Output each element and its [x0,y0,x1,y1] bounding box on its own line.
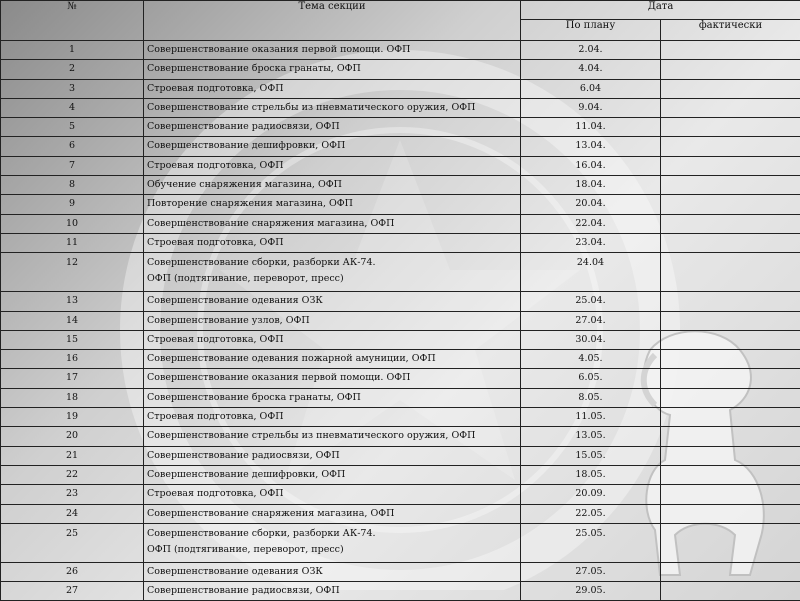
row-plan-date: 2.04. [521,41,661,60]
row-topic [144,253,521,292]
row-number: 13 [1,292,144,311]
row-plan-date: 22.04. [521,214,661,233]
row-plan-date: 25.04. [521,292,661,311]
row-topic: Совершенствование броска гранаты, ОФП [144,388,521,407]
row-actual-date [661,330,800,349]
table-row [1,118,800,137]
row-topic: Строевая подготовка, ОФП [144,233,521,252]
row-number: 12 [1,253,144,292]
row-actual-date [661,98,800,117]
header-number: № [1,1,144,41]
row-topic: Совершенствование броска гранаты, ОФП [144,60,521,79]
row-plan-date: 11.04. [521,118,661,137]
row-topic: Совершенствование снаряжения магазина, ОФП [144,504,521,523]
row-number: 4 [1,98,144,117]
row-plan-date: 16.04. [521,156,661,175]
row-actual-date [661,41,800,60]
row-plan-date: 8.05. [521,388,661,407]
table-row [1,156,800,175]
row-plan-date: 27.05. [521,562,661,581]
table-row [1,214,800,233]
table-row [1,330,800,349]
row-actual-date [661,350,800,369]
header-actual: фактически [661,20,800,41]
header-topic: Тема секции [144,1,521,41]
table-row [1,253,800,292]
row-number: 14 [1,311,144,330]
row-topic-line: Совершенствование сборки, разборки АК-74. [147,526,517,542]
row-topic: Строевая подготовка, ОФП [144,330,521,349]
row-plan-date: 23.04. [521,233,661,252]
row-actual-date [661,60,800,79]
row-plan-date: 20.09. [521,485,661,504]
row-number: 20 [1,427,144,446]
row-plan-date: 13.04. [521,137,661,156]
row-plan-date: 6.04 [521,79,661,98]
row-number: 27 [1,582,144,601]
table-row [1,485,800,504]
row-actual-date [661,118,800,137]
row-number: 15 [1,330,144,349]
table-row [1,137,800,156]
row-topic: Строевая подготовка, ОФП [144,79,521,98]
row-topic: Совершенствование оказания первой помощи. ОФП [144,369,521,388]
row-number: 21 [1,446,144,465]
row-actual-date [661,485,800,504]
row-topic: Совершенствование радиосвязи, ОФП [144,118,521,137]
row-actual-date [661,253,800,292]
table-row [1,98,800,117]
row-actual-date [661,582,800,601]
row-number: 18 [1,388,144,407]
row-number: 6 [1,137,144,156]
table-row [1,60,800,79]
row-actual-date [661,311,800,330]
row-actual-date [661,292,800,311]
row-topic: Строевая подготовка, ОФП [144,408,521,427]
table-row [1,562,800,581]
row-plan-date: 13.05. [521,427,661,446]
row-plan-date: 4.05. [521,350,661,369]
table-row [1,408,800,427]
table-row [1,446,800,465]
row-plan-date: 4.04. [521,60,661,79]
row-topic: Совершенствование дешифровки, ОФП [144,137,521,156]
row-plan-date: 22.05. [521,504,661,523]
row-number: 19 [1,408,144,427]
row-number: 9 [1,195,144,214]
row-number: 3 [1,79,144,98]
row-topic: Совершенствование радиосвязи, ОФП [144,582,521,601]
row-plan-date: 29.05. [521,582,661,601]
row-topic: Совершенствование радиосвязи, ОФП [144,446,521,465]
row-number: 17 [1,369,144,388]
row-plan-date: 18.04. [521,176,661,195]
row-actual-date [661,369,800,388]
table-row [1,388,800,407]
row-plan-date: 11.05. [521,408,661,427]
table-row [1,523,800,562]
row-topic-line: Совершенствование сборки, разборки АК-74. [147,255,517,271]
row-number: 25 [1,523,144,562]
table-row [1,292,800,311]
row-actual-date [661,214,800,233]
row-number: 2 [1,60,144,79]
row-actual-date [661,233,800,252]
row-actual-date [661,195,800,214]
table-row [1,350,800,369]
row-plan-date: 30.04. [521,330,661,349]
table-row [1,41,800,60]
row-plan-date: 25.05. [521,523,661,562]
row-number: 5 [1,118,144,137]
row-number: 7 [1,156,144,175]
header-plan: По плану [521,20,661,41]
row-topic: Обучение снаряжения магазина, ОФП [144,176,521,195]
row-plan-date: 27.04. [521,311,661,330]
row-topic: Совершенствование узлов, ОФП [144,311,521,330]
row-topic: Строевая подготовка, ОФП [144,485,521,504]
row-plan-date: 20.04. [521,195,661,214]
table-row [1,504,800,523]
row-number: 11 [1,233,144,252]
row-number: 23 [1,485,144,504]
row-plan-date: 24.04 [521,253,661,292]
row-actual-date [661,408,800,427]
row-actual-date [661,523,800,562]
header-date: Дата [521,1,800,20]
table-row [1,195,800,214]
row-actual-date [661,562,800,581]
table-row [1,369,800,388]
row-plan-date: 18.05. [521,465,661,484]
row-actual-date [661,504,800,523]
row-number: 8 [1,176,144,195]
table-row [1,465,800,484]
table-row [1,176,800,195]
table-row [1,233,800,252]
row-number: 1 [1,41,144,60]
row-topic-line: ОФП (подтягивание, переворот, пресс) [147,271,517,287]
table-row [1,79,800,98]
row-actual-date [661,79,800,98]
row-topic [144,523,521,562]
row-topic: Совершенствование стрельбы из пневматического оружия, ОФП [144,427,521,446]
row-actual-date [661,465,800,484]
row-actual-date [661,176,800,195]
row-number: 16 [1,350,144,369]
row-actual-date [661,446,800,465]
row-topic: Совершенствование одевания ОЗК [144,562,521,581]
row-actual-date [661,388,800,407]
row-number: 26 [1,562,144,581]
row-topic: Совершенствование оказания первой помощи. ОФП [144,41,521,60]
row-plan-date: 15.05. [521,446,661,465]
row-actual-date [661,137,800,156]
row-plan-date: 6.05. [521,369,661,388]
row-number: 24 [1,504,144,523]
row-plan-date: 9.04. [521,98,661,117]
table-row [1,311,800,330]
row-topic: Совершенствование одевания пожарной амуниции, ОФП [144,350,521,369]
table-row [1,582,800,601]
row-topic: Совершенствование стрельбы из пневматического оружия, ОФП [144,98,521,117]
row-actual-date [661,156,800,175]
row-actual-date [661,427,800,446]
row-topic: Повторение снаряжения магазина, ОФП [144,195,521,214]
row-topic: Совершенствование дешифровки, ОФП [144,465,521,484]
row-topic: Совершенствование снаряжения магазина, ОФП [144,214,521,233]
row-topic-line: ОФП (подтягивание, переворот, пресс) [147,542,517,558]
row-topic: Совершенствование одевания ОЗК [144,292,521,311]
table-row [1,427,800,446]
row-number: 10 [1,214,144,233]
row-topic: Строевая подготовка, ОФП [144,156,521,175]
row-number: 22 [1,465,144,484]
